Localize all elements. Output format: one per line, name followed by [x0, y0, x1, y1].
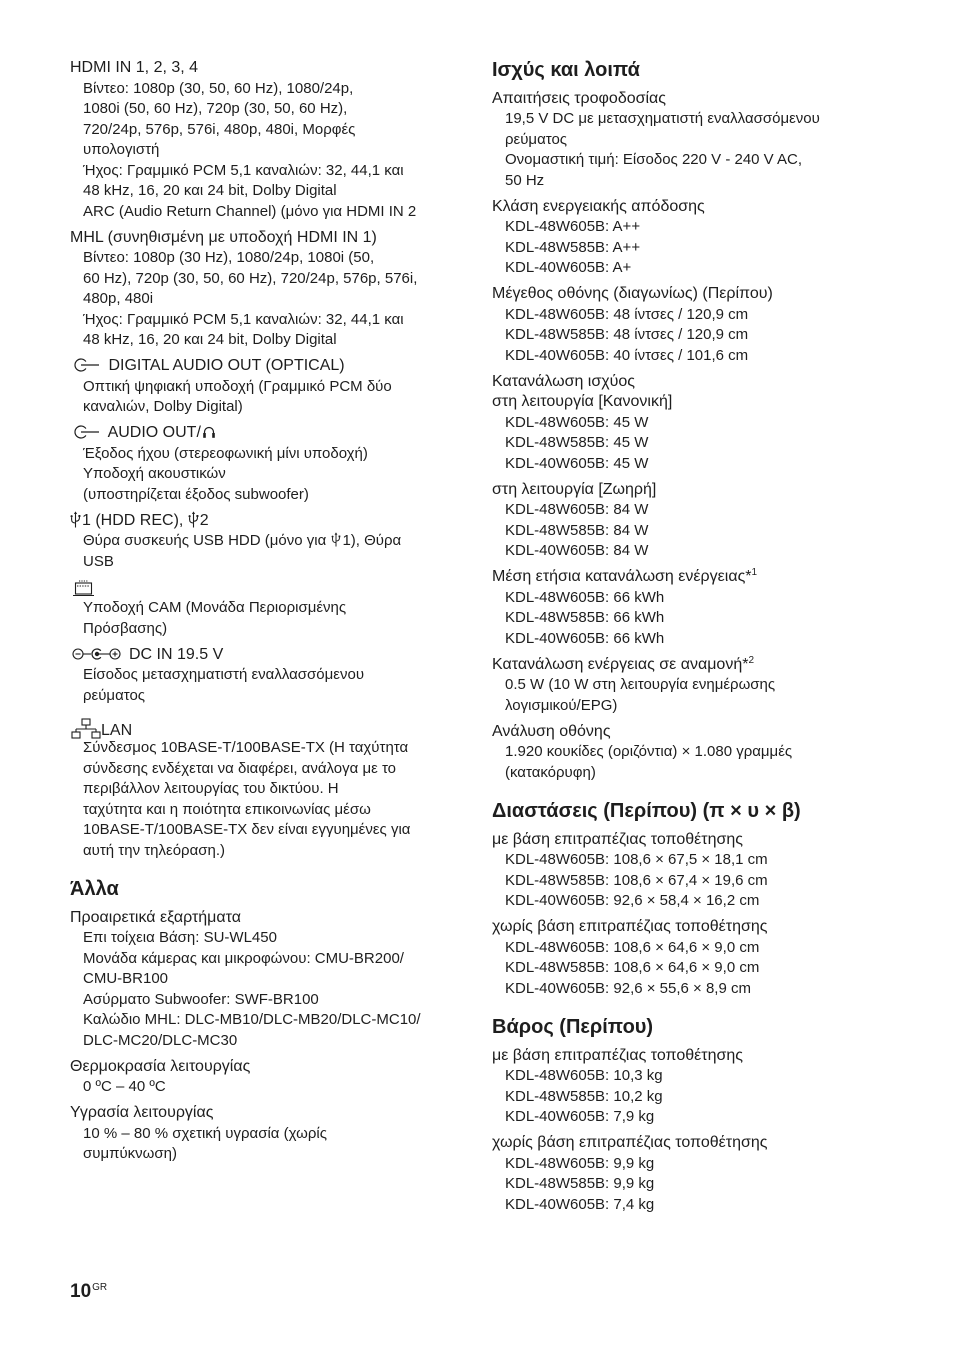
power-supply-line: Ονομαστική τιμή: Είσοδος 220 V - 240 V AC, — [505, 151, 803, 168]
optional-accessories-line: Μονάδα κάμερας και μικροφώνου: CMU-BR200/ — [83, 949, 404, 967]
mhl-line: 480p, 480i — [83, 290, 154, 307]
mhl-line: Βίντεο: 1080p (30 Hz), 1080/24p, 1080i (50, — [83, 249, 375, 266]
annual-energy-label: Μέση ετήσια κατανάλωση ενέργειας* — [492, 568, 752, 585]
weight-with-stand-line: KDL-40W605B: 7,9 kg — [505, 1108, 655, 1125]
mhl-line: 60 Hz), 720p (30, 50, 60 Hz), 720/24p, 576p, 576i, — [83, 269, 418, 287]
energy-class-spec — [492, 197, 932, 279]
vivid-mode-line: KDL-48W585B: 84 W — [505, 521, 649, 539]
hdmi-in-label: HDMI IN 1, 2, 3, 4 — [70, 59, 199, 76]
optional-accessories-line: Ασύρματο Subwoofer: SWF-BR100 — [83, 990, 319, 1008]
weight-with-stand-line: KDL-48W585B: 10,2 kg — [505, 1087, 663, 1105]
dc-in-line: ρεύματος — [83, 686, 146, 704]
standard-mode-line: KDL-40W605B: 45 W — [505, 454, 649, 472]
dimensions-without-stand-label: χωρίς βάση επιτραπέζιας τοποθέτησης — [492, 918, 768, 935]
resolution-spec — [492, 722, 932, 784]
dc-in-spec — [70, 645, 480, 707]
usb-line: USB — [83, 552, 114, 570]
footnote-marker: 1 — [751, 567, 758, 578]
usb-icon — [70, 511, 81, 528]
usb-port-1-label: 1 (HDD REC), — [82, 511, 188, 529]
annual-energy-line: KDL-40W605B: 66 kWh — [505, 629, 665, 647]
dc-in-label-row — [70, 645, 480, 666]
hdmi-in-line: 48 kHz, 16, 20 και 24 bit, Dolby Digital — [83, 182, 337, 199]
lan-line: ταχύτητα και η ποιότητα επικοινωνίας μέσω — [83, 800, 371, 818]
power-supply-spec — [492, 89, 932, 192]
hdmi-in-line: ARC (Audio Return Channel) (μόνο για HDMI IN 2 — [83, 202, 417, 220]
energy-class-line: KDL-40W605B: A+ — [505, 259, 632, 276]
weight-with-stand-label: με βάση επιτραπέζιας τοποθέτησης — [492, 1046, 743, 1064]
lan-line: 10BASE-T/100BASE-TX δεν είναι εγγυημένες για — [83, 821, 411, 838]
vivid-mode-spec — [492, 480, 932, 562]
weight-without-stand-label: χωρίς βάση επιτραπέζιας τοποθέτησης — [492, 1134, 768, 1151]
dimensions-without-stand-line: KDL-40W605B: 92,6 × 55,6 × 8,9 cm — [505, 979, 751, 997]
standard-mode-line: KDL-48W605B: 45 W — [505, 413, 649, 431]
optional-accessories-spec — [70, 908, 480, 1052]
annual-energy-spec — [492, 567, 932, 649]
weight-without-stand-line: KDL-48W585B: 9,9 kg — [505, 1175, 655, 1192]
audio-out-spec — [70, 423, 480, 505]
weight-heading: Βάρος (Περίπου) — [492, 1016, 654, 1038]
weight-without-stand-line: KDL-40W605B: 7,4 kg — [505, 1195, 655, 1213]
operating-humidity-line: 10 % – 80 % σχετική υγρασία (χωρίς — [83, 1124, 327, 1142]
weight-with-stand-spec — [492, 1046, 932, 1128]
weight-without-stand-line: KDL-48W605B: 9,9 kg — [505, 1154, 655, 1172]
lan-icon — [71, 718, 101, 740]
left-column — [70, 58, 480, 1165]
standard-mode-spec — [492, 392, 932, 474]
operating-temperature-line: 0 ºC – 40 ºC — [83, 1078, 166, 1095]
digital-audio-out-spec — [70, 356, 480, 418]
vivid-mode-line: KDL-48W605B: 84 W — [505, 501, 649, 518]
audio-out-label-row — [70, 423, 480, 444]
energy-class-label: Κλάση ενεργειακής απόδοσης — [492, 197, 705, 215]
dc-in-line: Είσοδος μετασχηματιστή εναλλασσόμενου — [83, 666, 365, 683]
optional-accessories-line: Καλώδιο MHL: DLC-MB10/DLC-MB20/DLC-MC10/ — [83, 1011, 421, 1028]
standby-spec — [492, 655, 932, 717]
digital-audio-out-label-row — [70, 356, 480, 377]
digital-audio-out-label: DIGITAL AUDIO OUT (OPTICAL) — [108, 357, 345, 374]
region-code: GR — [92, 1282, 108, 1293]
vivid-mode-label: στη λειτουργία [Ζωηρή] — [492, 480, 657, 498]
standby-line: 0.5 W (10 W στη λειτουργία ενημέρωσης — [505, 676, 776, 693]
cam-slot-icon — [72, 580, 96, 598]
dimensions-heading: Διαστάσεις (Περίπου) (π × υ × β) — [492, 800, 801, 822]
energy-class-line: KDL-48W605B: A++ — [505, 218, 641, 235]
lan-line: περιβάλλον λειτουργίας του δικτύου. Η — [83, 780, 339, 797]
usb-port-2-label: 2 — [199, 511, 209, 529]
lan-label: LAN — [101, 721, 133, 739]
digital-audio-out-line: Οπτική ψηφιακή υποδοχή (Γραμμικό PCM δύο — [83, 377, 392, 395]
page-number: 10 — [70, 1281, 92, 1302]
usb-line-text: Θύρα συσκευής USB HDD (μόνο για — [83, 532, 331, 549]
optical-output-icon — [72, 357, 104, 373]
dc-polarity-icon — [72, 647, 126, 661]
audio-output-icon — [72, 424, 104, 440]
standard-mode-label: στη λειτουργία [Κανονική] — [492, 393, 673, 410]
screen-size-line: KDL-40W605B: 40 ίντσες / 101,6 cm — [505, 346, 749, 364]
hdmi-in-line: Βίντεο: 1080p (30, 50, 60 Hz), 1080/24p, — [83, 79, 354, 97]
lan-spec — [70, 718, 480, 862]
screen-size-label: Μέγεθος οθόνης (διαγωνίως) (Περίπου) — [492, 285, 773, 302]
usb-line — [70, 531, 480, 552]
power-heading: Ισχύς και λοιπά — [492, 59, 640, 81]
operating-humidity-line: συμπύκνωση) — [83, 1145, 177, 1162]
dimensions-with-stand-spec — [492, 830, 932, 912]
digital-audio-out-line: καναλιών, Dolby Digital) — [83, 398, 243, 415]
usb-spec — [70, 511, 480, 573]
usb-icon — [188, 511, 199, 528]
weight-without-stand-spec — [492, 1133, 932, 1215]
power-consumption-spec — [492, 372, 932, 393]
annual-energy-label-row — [492, 567, 932, 588]
usb-line-text: 1), Θύρα — [342, 532, 402, 549]
lan-label-row — [70, 718, 480, 739]
power-supply-line: ρεύματος — [505, 130, 568, 148]
power-supply-label: Απαιτήσεις τροφοδοσίας — [492, 89, 667, 107]
dimensions-with-stand-label: με βάση επιτραπέζιας τοποθέτησης — [492, 830, 743, 848]
mhl-line: Ήχος: Γραμμικό PCM 5,1 καναλιών: 32, 44,1 και — [83, 310, 404, 328]
usb-icon — [331, 532, 341, 547]
cam-line: Πρόσβασης) — [83, 619, 168, 637]
standby-label-row — [492, 655, 932, 676]
lan-line: σύνδεσης ενδέχεται να διαφέρει, ανάλογα με το — [83, 759, 397, 777]
usb-label-row — [70, 511, 480, 532]
headphones-icon — [202, 425, 216, 439]
power-consumption-label: Κατανάλωση ισχύος — [492, 372, 635, 390]
footnote-marker: 2 — [748, 654, 755, 666]
lan-line: αυτή την τηλεόραση.) — [83, 841, 226, 859]
optional-accessories-line: DLC-MC20/DLC-MC30 — [83, 1031, 238, 1049]
power-supply-line: 19,5 V DC με μετασχηματιστή εναλλασσόμενου — [505, 110, 820, 127]
hdmi-in-line: 1080i (50, 60 Hz), 720p (30, 50, 60 Hz), — [83, 100, 348, 117]
hdmi-in-spec — [70, 58, 480, 222]
dimensions-without-stand-spec — [492, 917, 932, 999]
dimensions-with-stand-line: KDL-48W605B: 108,6 × 67,5 × 18,1 cm — [505, 851, 768, 868]
audio-out-line: Υποδοχή ακουστικών — [83, 465, 226, 482]
optional-accessories-line: Επι τοίχεια Βάση: SU-WL450 — [83, 929, 277, 946]
power-supply-line: 50 Hz — [505, 171, 545, 189]
cam-label-row — [70, 578, 480, 599]
mhl-label: MHL (συνηθισμένη με υποδοχή HDMI IN 1) — [70, 228, 377, 246]
weight-with-stand-line: KDL-48W605B: 10,3 kg — [505, 1067, 663, 1084]
page-footer — [70, 1281, 107, 1303]
dimensions-without-stand-line: KDL-48W605B: 108,6 × 64,6 × 9,0 cm — [505, 938, 760, 956]
cam-line: Υποδοχή CAM (Μονάδα Περιορισμένης — [83, 599, 347, 616]
mhl-spec — [70, 228, 480, 351]
lan-line: Σύνδεσμος 10BASE-T/100BASE-TX (Η ταχύτητα — [83, 739, 409, 756]
dc-in-label: DC IN 19.5 V — [129, 645, 224, 663]
annual-energy-line: KDL-48W605B: 66 kWh — [505, 588, 665, 606]
right-column — [492, 57, 932, 1215]
dimensions-without-stand-line: KDL-48W585B: 108,6 × 64,6 × 9,0 cm — [505, 959, 760, 976]
standard-mode-line: KDL-48W585B: 45 W — [505, 434, 649, 451]
other-heading: Άλλα — [70, 878, 119, 900]
screen-size-spec — [492, 284, 932, 366]
audio-out-line: (υποστηρίζεται έξοδος subwoofer) — [83, 485, 309, 503]
hdmi-in-line: Ήχος: Γραμμικό PCM 5,1 καναλιών: 32, 44,1 και — [83, 161, 404, 179]
resolution-line: 1.920 κουκίδες (οριζόντια) × 1.080 γραμμές — [505, 743, 793, 760]
audio-out-line: Έξοδος ήχου (στερεοφωνική μίνι υποδοχή) — [83, 444, 368, 462]
dimensions-with-stand-line: KDL-40W605B: 92,6 × 58,4 × 16,2 cm — [505, 892, 760, 909]
screen-size-line: KDL-48W605B: 48 ίντσες / 120,9 cm — [505, 305, 749, 323]
optional-accessories-label: Προαιρετικά εξαρτήματα — [70, 908, 241, 926]
operating-temperature-spec — [70, 1057, 480, 1098]
audio-out-label: AUDIO OUT/ — [107, 424, 201, 441]
screen-size-line: KDL-48W585B: 48 ίντσες / 120,9 cm — [505, 326, 749, 343]
vivid-mode-line: KDL-40W605B: 84 W — [505, 542, 649, 559]
optional-accessories-line: CMU-BR100 — [83, 970, 169, 987]
resolution-line: (κατακόρυφη) — [505, 763, 596, 781]
operating-humidity-label: Υγρασία λειτουργίας — [70, 1104, 214, 1121]
operating-humidity-spec — [70, 1103, 480, 1165]
dimensions-with-stand-line: KDL-48W585B: 108,6 × 67,4 × 19,6 cm — [505, 871, 768, 889]
hdmi-in-line: υπολογιστή — [83, 141, 160, 158]
resolution-label: Ανάλυση οθόνης — [492, 722, 611, 740]
mhl-line: 48 kHz, 16, 20 και 24 bit, Dolby Digital — [83, 331, 337, 348]
standby-line: λογισμικού/EPG) — [505, 696, 618, 714]
energy-class-line: KDL-48W585B: A++ — [505, 238, 641, 256]
annual-energy-line: KDL-48W585B: 66 kWh — [505, 609, 665, 626]
cam-spec — [70, 578, 480, 640]
standby-label: Κατανάλωση ενέργειας σε αναμονή* — [492, 655, 749, 673]
hdmi-in-line: 720/24p, 576p, 576i, 480p, 480i, Μορφές — [83, 120, 356, 138]
operating-temperature-label: Θερμοκρασία λειτουργίας — [70, 1057, 251, 1075]
